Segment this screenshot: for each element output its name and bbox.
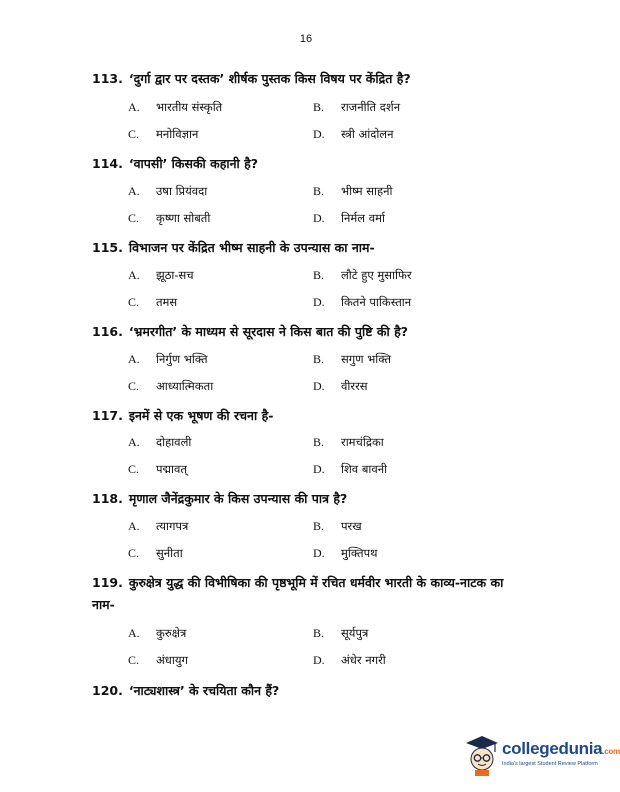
question-118 (92, 488, 532, 510)
logo-tagline: India's largest Student Review Platform (502, 761, 598, 767)
option-text: कुरुक्षेत्र (156, 626, 187, 640)
question-number: 117. (92, 408, 123, 423)
option-text: मनोविज्ञान (156, 127, 199, 141)
question-text: कुरुक्षेत्र युद्ध की विभीषिका की पृष्ठभूमि में रचित धर्मवीर भारती के काव्य-नाटक का नाम- (92, 575, 504, 612)
option-116-c (128, 378, 213, 394)
option-letter: D. (313, 653, 325, 667)
question-115 (92, 237, 532, 259)
option-letter: C. (128, 295, 140, 309)
question-text: मृणाल जैनेंद्रकुमार के किस उपन्यास की पात्र है? (128, 491, 348, 506)
option-119-b (313, 625, 368, 641)
option-text: तमस (156, 295, 178, 309)
option-text: शिव बावनी (341, 462, 388, 476)
option-letter: D. (313, 295, 325, 309)
logo-wordmark: collegedunia.com (502, 739, 620, 758)
option-text: सूर्यपुत्र (341, 626, 369, 640)
question-114 (92, 153, 532, 175)
option-113-d (313, 126, 393, 142)
option-letter: B. (313, 184, 325, 198)
option-letter: C. (128, 379, 140, 393)
option-letter: A. (128, 100, 140, 114)
option-118-b (313, 518, 362, 534)
option-text: सुनीता (156, 546, 183, 560)
option-letter: D. (313, 379, 325, 393)
option-text: वीररस (341, 379, 368, 393)
question-text: ‘भ्रमरगीत’ के माध्यम से सूरदास ने किस बात की पुष्टि की है? (128, 324, 408, 339)
question-text: ‘नाट्यशास्त्र’ के रचयिता कौन हैं? (128, 683, 280, 698)
option-114-d (313, 210, 385, 226)
question-number: 119. (92, 575, 123, 590)
option-119-d (313, 652, 386, 668)
option-113-b (313, 99, 400, 115)
question-number: 114. (92, 156, 123, 171)
mascot-icon (462, 733, 502, 777)
option-115-a (128, 267, 194, 283)
question-120 (92, 680, 532, 702)
option-115-c (128, 294, 177, 310)
question-text: विभाजन पर केंद्रित भीष्म साहनी के उपन्यास का नाम- (128, 240, 375, 255)
option-letter: B. (313, 626, 325, 640)
option-letter: C. (128, 462, 140, 476)
option-119-a (128, 625, 186, 641)
option-letter: C. (128, 211, 140, 225)
option-letter: A. (128, 184, 140, 198)
question-number: 115. (92, 240, 123, 255)
option-letter: C. (128, 546, 140, 560)
page-number: 16 (299, 33, 313, 45)
option-114-b (313, 183, 392, 199)
question-113 (92, 68, 532, 90)
option-text: त्यागपत्र (156, 519, 189, 533)
option-114-c (128, 210, 210, 226)
question-117 (92, 405, 532, 427)
option-text: निर्गुण भक्ति (156, 352, 208, 366)
option-117-c (128, 461, 187, 477)
option-text: अंधायुग (156, 653, 188, 667)
option-letter: A. (128, 519, 140, 533)
question-text: ‘वापसी’ किसकी कहानी है? (128, 156, 259, 171)
option-text: भीष्म साहनी (341, 184, 393, 198)
option-116-d (313, 378, 368, 394)
option-113-c (128, 126, 198, 142)
option-113-a (128, 99, 222, 115)
option-117-a (128, 434, 191, 450)
option-letter: D. (313, 127, 325, 141)
option-letter: B. (313, 519, 325, 533)
option-119-c (128, 652, 188, 668)
option-letter: A. (128, 435, 140, 449)
option-116-a (128, 351, 208, 367)
question-116 (92, 321, 532, 343)
option-letter: B. (313, 435, 325, 449)
question-number: 118. (92, 491, 123, 506)
option-115-b (313, 267, 412, 283)
option-text: पद्मावत् (156, 462, 187, 476)
option-118-a (128, 518, 188, 534)
option-text: सगुण भक्ति (341, 352, 392, 366)
option-letter: B. (313, 100, 325, 114)
collegedunia-logo (462, 733, 620, 777)
question-number: 116. (92, 324, 123, 339)
option-text: भारतीय संस्कृति (156, 100, 223, 114)
option-text: झूठा-सच (156, 268, 194, 282)
question-119 (92, 572, 522, 616)
option-letter: B. (313, 268, 325, 282)
option-115-d (313, 294, 411, 310)
option-letter: D. (313, 546, 325, 560)
option-text: राजनीति दर्शन (341, 100, 401, 114)
option-text: उषा प्रियंवदा (156, 184, 208, 198)
option-text: लौटे हुए मुसाफिर (341, 268, 412, 282)
option-118-d (313, 545, 377, 561)
option-letter: A. (128, 352, 140, 366)
option-text: आध्यात्मिकता (156, 379, 214, 393)
option-text: रामचंद्रिका (341, 435, 384, 449)
option-letter: C. (128, 653, 140, 667)
option-117-b (313, 434, 384, 450)
option-letter: A. (128, 268, 140, 282)
option-letter: B. (313, 352, 325, 366)
option-letter: D. (313, 462, 325, 476)
option-117-d (313, 461, 387, 477)
option-letter: A. (128, 626, 140, 640)
option-text: स्त्री आंदोलन (341, 127, 394, 141)
option-116-b (313, 351, 391, 367)
option-118-c (128, 545, 183, 561)
option-text: दोहावली (156, 435, 192, 449)
option-text: अंधेर नगरी (341, 653, 386, 667)
question-text: ‘दुर्गा द्वार पर दस्तक’ शीर्षक पुस्तक किस विषय पर केंद्रित है? (128, 71, 411, 86)
question-number: 113. (92, 71, 123, 86)
option-text: कितने पाकिस्तान (341, 295, 412, 309)
option-114-a (128, 183, 207, 199)
question-text: इनमें से एक भूषण की रचना है- (128, 408, 274, 423)
option-text: मुक्तिपथ (341, 546, 378, 560)
option-text: निर्मल वर्मा (341, 211, 385, 225)
option-text: परख (341, 519, 362, 533)
option-letter: C. (128, 127, 140, 141)
option-text: कृष्णा सोबती (156, 211, 211, 225)
option-letter: D. (313, 211, 325, 225)
question-number: 120. (92, 683, 123, 698)
